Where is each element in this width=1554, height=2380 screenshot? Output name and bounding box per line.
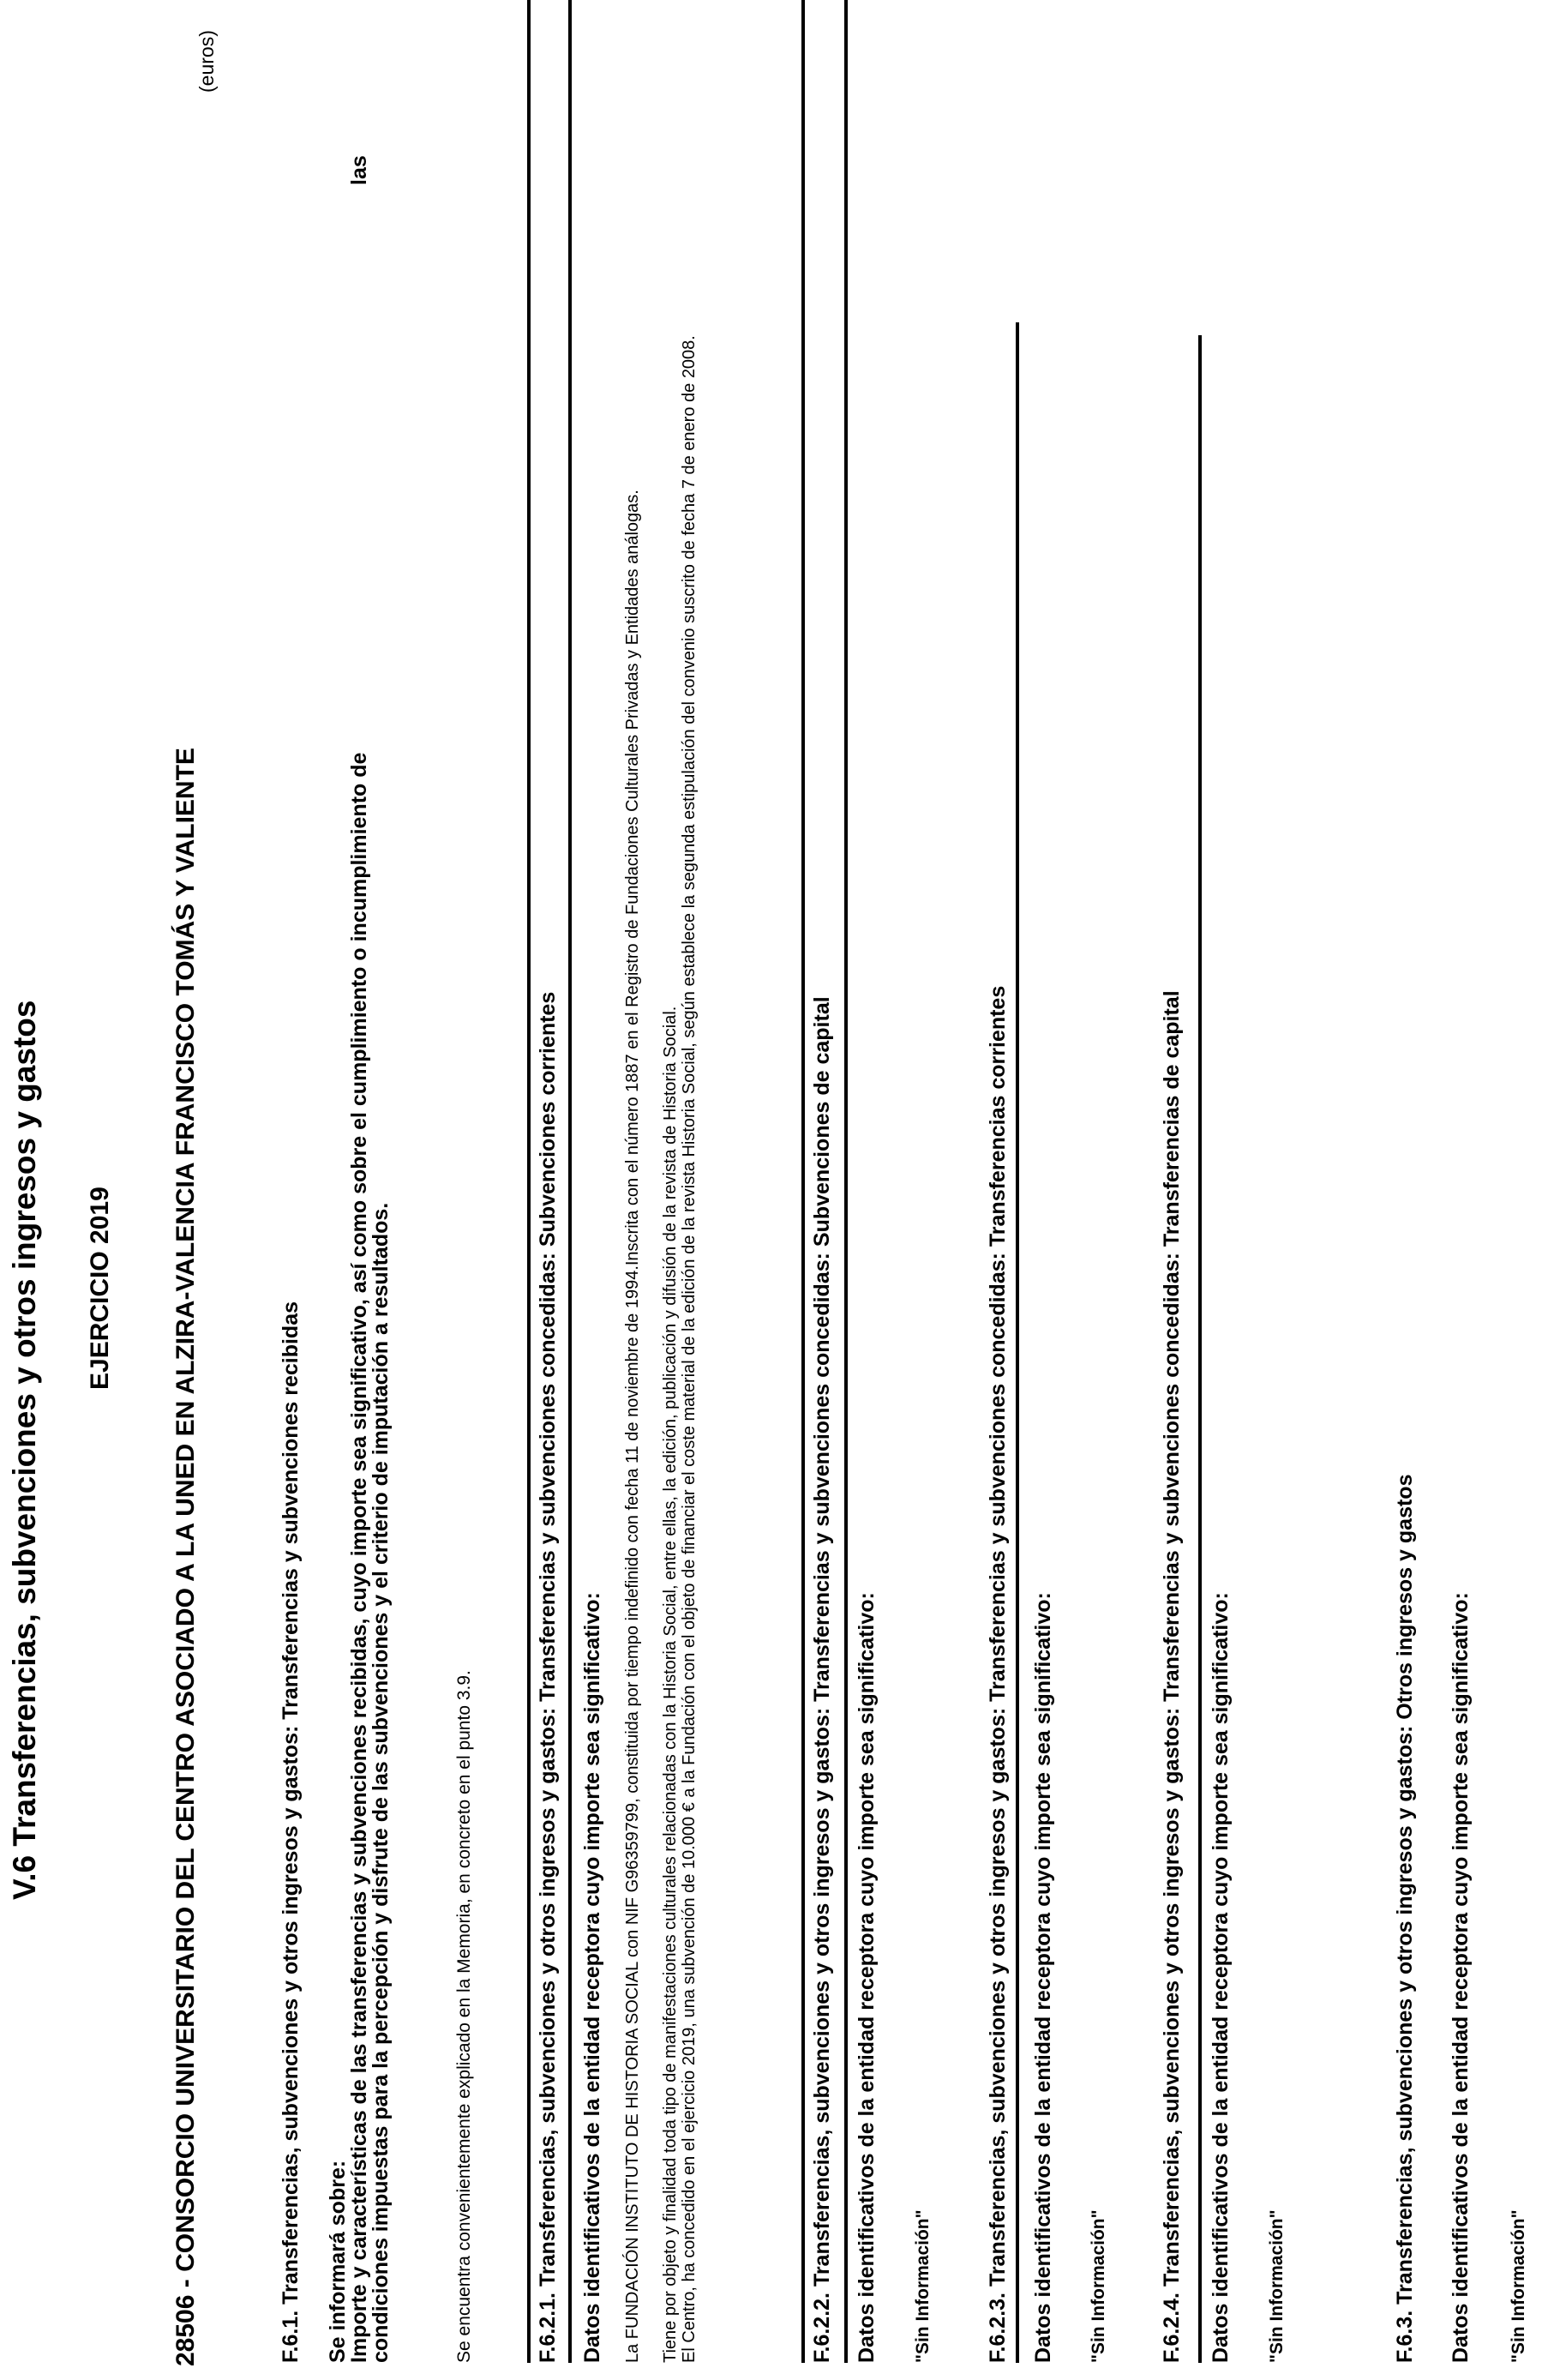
divider-f623-datos	[1016, 322, 1019, 2363]
divider-f621-datos	[568, 0, 572, 2363]
divider-f621	[527, 0, 531, 2363]
section-f621-heading: F.6.2.1. Transferencias, subvenciones y otros ingresos y gastos: Transferencias y subvenciones concedidas: Subvenciones corrientes	[536, 991, 560, 2363]
f621-paragraph-2: Tiene por objeto y finalidad toda tipo de manifestaciones culturales relacionadas con la Historia Social, entre ellas, la edición, publicación y difusión de la revista de Historia Social.	[661, 1006, 680, 2363]
f63-value: "Sin Información"	[1509, 2209, 1528, 2363]
entity-heading: 28506 - CONSORCIO UNIVERSITARIO DEL CENTRO ASOCIADO A LA UNED EN ALZIRA-VALENCIA FRANCISCO TOMÁS Y VALIENTE	[171, 748, 200, 2366]
section-f624-heading: F.6.2.4. Transferencias, subvenciones y otros ingresos y gastos: Transferencias y subvenciones concedidas: Transferencias de capital	[1160, 990, 1184, 2363]
f624-datos-label: Datos identificativos de la entidad receptora cuyo importe sea significativo:	[1209, 1592, 1233, 2363]
f61-informara-label: Se informará sobre:	[326, 2160, 350, 2363]
f621-paragraph-3: El Centro, ha concedido en el ejercicio 2019, una subvención de 10.000 € a la Fundación con el objeto de financiar el coste material de la edición de la revista Historia Social, según establece la segunda estipulación del convenio suscrito de fecha 7 de enero de 2008.	[680, 335, 699, 2363]
divider-f622	[801, 0, 805, 2363]
f621-paragraph-1: La FUNDACIÓN INSTITUTO DE HISTORIA SOCIAL con NIF G96359799, constituida por tiempo indefinido con fecha 11 de noviembre de 1994.Inscrita con el número 1887 en el Registro de Fundaciones Culturales Privadas y Entidades análogas.	[623, 490, 642, 2363]
divider-f622-datos	[844, 0, 848, 2363]
f623-value: "Sin Información"	[1089, 2209, 1108, 2363]
f624-value: "Sin Información"	[1267, 2209, 1287, 2363]
page-title: V.6 Transferencias, subvenciones y otros ingresos y gastos	[7, 1000, 42, 1900]
section-f63-heading: F.6.3. Transferencias, subvenciones y otros ingresos y gastos: Otros ingresos y gastos	[1393, 1474, 1417, 2363]
ejercicio-heading: EJERCICIO 2019	[86, 1187, 114, 1390]
f622-value: "Sin Información"	[913, 2209, 933, 2363]
units-label: (euros)	[195, 30, 218, 93]
f623-datos-label: Datos identificativos de la entidad receptora cuyo importe sea significativo:	[1031, 1592, 1055, 2363]
f61-text-line1: Importe y características de las transferencias y subvenciones recibidas, cuyo importe sea significativo, así como sobre el cumplimiento o incumplimiento de	[347, 752, 371, 2363]
f63-datos-label: Datos identificativos de la entidad receptora cuyo importe sea significativo:	[1449, 1592, 1473, 2363]
f621-datos-label: Datos identificativos de la entidad receptora cuyo importe sea significativo:	[580, 1592, 604, 2363]
f61-text-line1-end: las	[347, 155, 371, 185]
divider-f624-datos	[1198, 335, 1202, 2363]
f61-note: Se encuentra convenientemente explicado en la Memoria, en concreto en el punto 3.9.	[454, 1670, 474, 2363]
f61-text-line2: condiciones impuestas para la percepción y disfrute de las subvenciones y el criterio de imputación a resultados.	[369, 1202, 393, 2363]
section-f623-heading: F.6.2.3. Transferencias, subvenciones y otros ingresos y gastos: Transferencias y subvenciones concedidas: Transferencias corrientes	[986, 985, 1010, 2363]
f622-datos-label: Datos identificativos de la entidad receptora cuyo importe sea significativo:	[855, 1592, 879, 2363]
section-f622-heading: F.6.2.2. Transferencias, subvenciones y otros ingresos y gastos: Transferencias y subvenciones concedidas: Subvenciones de capital	[810, 996, 834, 2363]
section-f61-heading: F.6.1. Transferencias, subvenciones y otros ingresos y gastos: Transferencias y subvenciones recibidas	[279, 1301, 303, 2363]
